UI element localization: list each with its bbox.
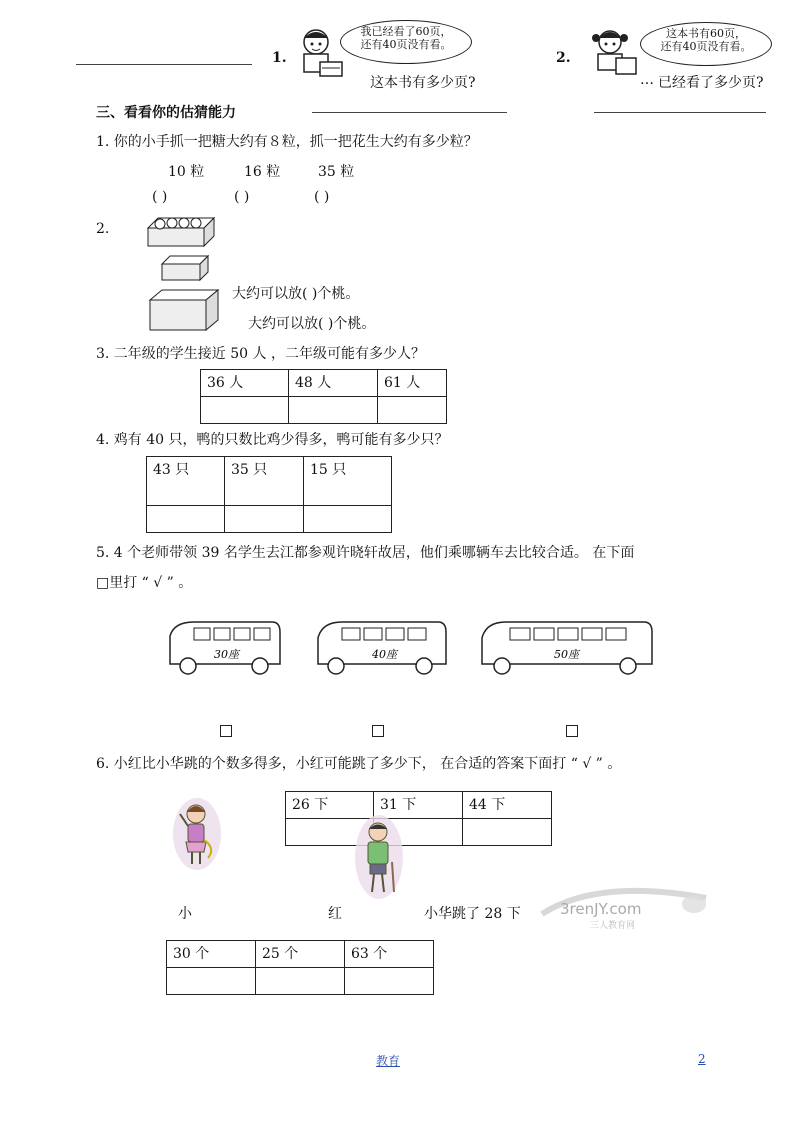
q2-line-2: 大约可以放( )个桃。: [248, 316, 376, 332]
table-row: [147, 506, 392, 533]
small-box-illustration: [160, 254, 210, 284]
bus-50-label: 50座: [554, 648, 579, 661]
q1-option-1: 10 粒: [168, 164, 205, 180]
caption-1: 这本书有多少页?: [370, 75, 476, 91]
section-title: 三、看看你的估猜能力: [96, 105, 236, 121]
page-number[interactable]: 2: [698, 1052, 706, 1066]
q3-cell-1: 36 人: [201, 370, 289, 397]
q3-answer-1[interactable]: [201, 397, 289, 424]
answer-line-1: [312, 112, 507, 113]
table-row: [147, 457, 392, 506]
item-2-number: 2.: [556, 50, 571, 66]
watermark-sub: 三人教育网: [590, 921, 636, 931]
q4-table: [146, 456, 392, 533]
bubble-2-line-1: 这本书有60页，: [666, 27, 746, 40]
q6-2-answer-2[interactable]: [256, 968, 345, 995]
table-row: [167, 941, 434, 968]
q4-cell-3: 15 只: [304, 457, 392, 506]
label-xiao: 小: [178, 906, 192, 922]
table-row: [201, 397, 447, 424]
question-3-text: 3. 二年级的学生接近 50 人 ，二年级可能有多少人？: [96, 346, 425, 362]
bubble-1-line-1: 我已经看了60页，: [360, 25, 452, 38]
label-hong: 红: [328, 906, 342, 922]
speech-bubble-1: [340, 20, 472, 64]
question-1-text: 1. 你的小手抓一把糖大约有８粒，抓一把花生大约有多少粒？: [96, 134, 478, 150]
bubble-2-line-2: 还有40页没有看。: [660, 40, 752, 53]
bus-50-checkbox[interactable]: [566, 725, 578, 737]
bus-30-seats-illustration: [164, 618, 284, 680]
q1-answer-blank-3[interactable]: ( ): [314, 189, 330, 205]
question-4-text: 4. 鸡有 40 只，鸭的只数比鸡少得多，鸭可能有多少只？: [96, 432, 449, 448]
q6-table-1: [285, 791, 552, 846]
bubble-1-line-2: 还有40页没有看。: [360, 38, 452, 51]
table-row: [167, 968, 434, 995]
q6-table-2: [166, 940, 434, 995]
q4-cell-1: 43 只: [147, 457, 225, 506]
table-row: [286, 819, 552, 846]
caption-2-prefix: …: [640, 72, 654, 88]
watermark-logo: [538, 884, 708, 934]
bus-30-checkbox[interactable]: [220, 725, 232, 737]
large-box-illustration: [148, 288, 220, 334]
q1-answer-blank-2[interactable]: ( ): [234, 189, 250, 205]
item-1-number: 1.: [272, 50, 287, 66]
footer-link[interactable]: 教育: [376, 1054, 401, 1068]
q1-answer-blank-1[interactable]: ( ): [152, 189, 168, 205]
bus-40-checkbox[interactable]: [372, 725, 384, 737]
question-2-number: 2.: [96, 221, 110, 237]
q3-cell-2: 48 人: [289, 370, 378, 397]
q6-answer-3[interactable]: [463, 819, 552, 846]
q6-2-cell-1: 30 个: [167, 941, 256, 968]
q4-answer-2[interactable]: [225, 506, 304, 533]
q6-cell-1: 26 下: [286, 792, 374, 819]
caption-2: 已经看了多少页?: [658, 75, 764, 91]
speech-bubble-2: [640, 22, 772, 66]
q3-answer-3[interactable]: [378, 397, 447, 424]
question-5-text-line-1: 5. 4 个老师带领 39 名学生去江都参观许晓轩故居，他们乘哪辆车去比较合适。 在下面: [96, 545, 635, 561]
q1-option-2: 16 粒: [244, 164, 281, 180]
watermark-main: 3renJY.com: [560, 900, 642, 918]
bus-30-label: 30座: [214, 648, 239, 661]
q4-answer-3[interactable]: [304, 506, 392, 533]
q1-option-3: 35 粒: [318, 164, 355, 180]
label-xiaohua-jumps: 小华跳了 28 下: [424, 906, 521, 922]
question-5-text-line-2: □里打 “ √ ” 。: [96, 575, 193, 591]
q6-cell-3: 44 下: [463, 792, 552, 819]
q2-line-1: 大约可以放( )个桃。: [232, 286, 360, 302]
q4-answer-1[interactable]: [147, 506, 225, 533]
q3-answer-2[interactable]: [289, 397, 378, 424]
xiaohua-boy-illustration: [354, 814, 404, 900]
peach-box-full-illustration: [146, 214, 216, 248]
bus-40-label: 40座: [372, 648, 397, 661]
q3-cell-3: 61 人: [378, 370, 447, 397]
q6-cell-2: 31 下: [374, 792, 463, 819]
xiaohong-girl-illustration: [172, 796, 222, 872]
q6-2-answer-3[interactable]: [345, 968, 434, 995]
q6-2-cell-3: 63 个: [345, 941, 434, 968]
question-6-text: 6. 小红比小华跳的个数多得多，小红可能跳了多少下， 在合适的答案下面打 “ √ ” 。: [96, 756, 622, 772]
table-row: [286, 792, 552, 819]
q6-2-answer-1[interactable]: [167, 968, 256, 995]
answer-line-top-left: [76, 64, 252, 65]
q4-cell-2: 35 只: [225, 457, 304, 506]
q6-2-cell-2: 25 个: [256, 941, 345, 968]
answer-line-2: [594, 112, 766, 113]
bus-40-seats-illustration: [312, 618, 452, 680]
table-row: [201, 370, 447, 397]
q3-table: [200, 369, 447, 424]
bus-50-seats-illustration: [476, 618, 656, 680]
